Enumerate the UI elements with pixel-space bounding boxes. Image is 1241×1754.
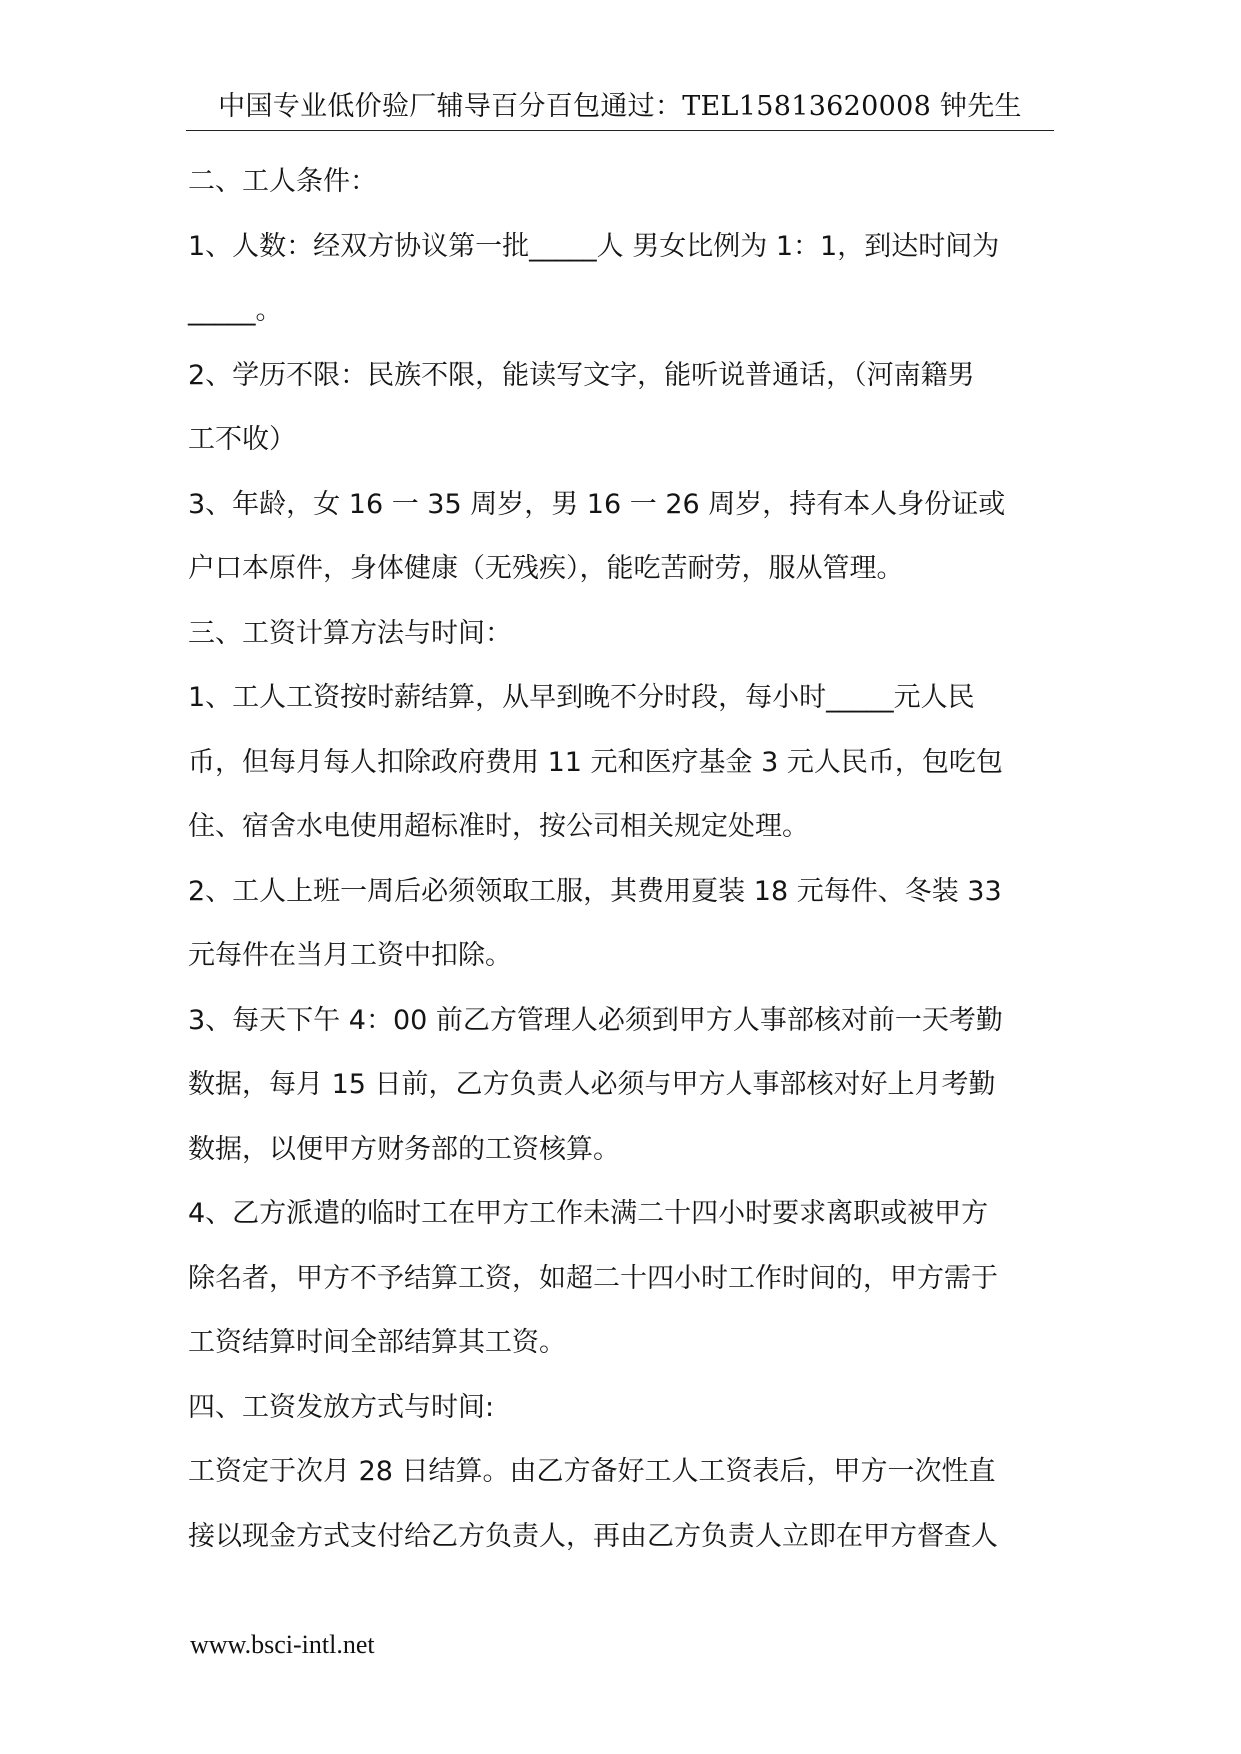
paragraph-line: 接以现金方式支付给乙方负责人，再由乙方负责人立即在甲方督查人	[188, 1520, 998, 1552]
paragraph-line: 工不收）	[188, 424, 296, 455]
paragraph-line: 4、乙方派遣的临时工在甲方工作未满二十四小时要求离职或被甲方	[188, 1198, 989, 1229]
paragraph-line: 币，但每月每人扣除政府费用 11 元和医疗基金 3 元人民币，包吃包	[188, 746, 1003, 778]
paragraph-line: 除名者，甲方不予结算工资，如超二十四小时工作时间的，甲方需于	[188, 1262, 998, 1294]
paragraph-line: 数据，以便甲方财务部的工资核算。	[188, 1133, 620, 1165]
paragraph-line: 3、年龄，女 16 一 35 周岁，男 16 一 26 周岁，持有本人身份证或	[188, 488, 1006, 520]
paragraph-line: 元每件在当月工资中扣除。	[188, 940, 512, 971]
section-heading-wage-calculation: 三、工资计算方法与时间：	[188, 617, 512, 649]
paragraph-line: 工资定于次月 28 日结算。由乙方备好工人工资表后，甲方一次性直	[188, 1456, 996, 1487]
paragraph-line: 2、工人上班一周后必须领取工服，其费用夏装 18 元每件、冬装 33	[188, 875, 1002, 907]
paragraph-line: 1、工人工资按时薪结算，从早到晚不分时段，每小时_____元人民	[188, 682, 975, 713]
section-heading-wage-payment: 四、工资发放方式与时间:	[188, 1391, 495, 1423]
paragraph-line: 工资结算时间全部结算其工资。	[188, 1327, 566, 1358]
paragraph-line: 1、人数：经双方协议第一批_____人 男女比例为 1：1，到达时间为	[188, 230, 1000, 262]
page-header: 中国专业低价验厂辅导百分百包通过：TEL15813620008 钟先生	[186, 84, 1054, 131]
paragraph-line: 3、每天下午 4：00 前乙方管理人必须到甲方人事部核对前一天考勤	[188, 1004, 1003, 1036]
footer-url: www.bsci-intl.net	[190, 1630, 375, 1659]
section-heading-worker-conditions: 二、工人条件：	[188, 166, 377, 197]
paragraph-line: 数据，每月 15 日前，乙方负责人必须与甲方人事部核对好上月考勤	[188, 1069, 996, 1100]
paragraph-line: 户口本原件，身体健康（无残疾），能吃苦耐劳，服从管理。	[188, 553, 904, 584]
paragraph-line: 住、宿舍水电使用超标准时，按公司相关规定处理。	[188, 811, 809, 842]
paragraph-line: 2、学历不限：民族不限，能读写文字，能听说普通话，（河南籍男	[188, 359, 975, 391]
paragraph-line: _____。	[188, 295, 283, 326]
document-body	[188, 150, 1068, 1569]
